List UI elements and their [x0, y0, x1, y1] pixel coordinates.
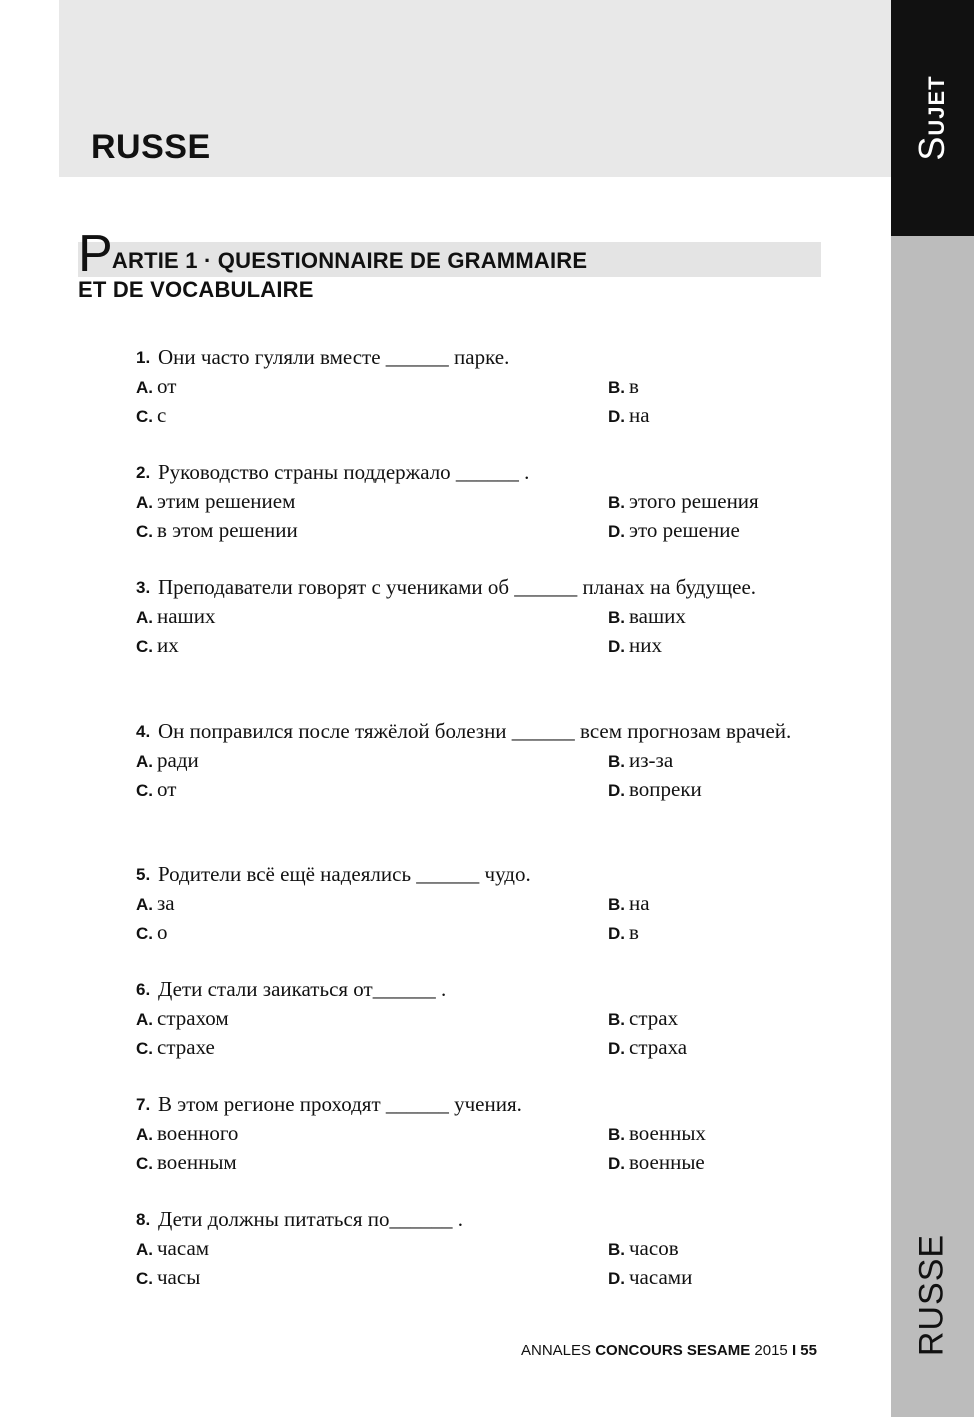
- page-footer: ANNALES CONCOURS SESAME 2015 I 55: [521, 1342, 817, 1359]
- side-label-russe: RUSSE: [912, 1233, 951, 1357]
- question-text: Дети должны питаться по______ .: [158, 1207, 463, 1231]
- question-text: Они часто гуляли вместе ______ парке.: [158, 345, 510, 369]
- page-title: RUSSE: [91, 128, 211, 166]
- page-number: 55: [796, 1342, 817, 1359]
- question-text: Руководство страны поддержало ______ .: [158, 460, 530, 484]
- question-number: 8.: [136, 1210, 151, 1229]
- question-number: 3.: [136, 578, 151, 597]
- question-text: Родители всё ещё надеялись ______ чудо.: [158, 862, 531, 886]
- question-text: Он поправился после тяжёлой болезни ______ всем прогнозам врачей.: [158, 719, 792, 743]
- question-number: 4.: [136, 722, 151, 741]
- option-c: C. военным: [136, 1150, 237, 1174]
- option-b: B. на: [608, 891, 650, 915]
- option-d: D. вопреки: [608, 777, 702, 801]
- option-c: C. о: [136, 920, 168, 944]
- question-number: 1.: [136, 348, 151, 367]
- option-a: A. этим решением: [136, 489, 296, 513]
- section-title-line1: ARTIE 1 · QUESTIONNAIRE DE GRAMMAIRE: [111, 248, 588, 273]
- option-d: D. страха: [608, 1035, 688, 1059]
- section-dropcap: P: [78, 225, 113, 283]
- option-c: C. часы: [136, 1265, 201, 1289]
- question-text: Преподаватели говорят с учениками об ______ планах на будущее.: [158, 575, 757, 599]
- option-a: A. военного: [136, 1121, 239, 1145]
- question-text: Дети стали заикаться от______ .: [158, 977, 447, 1001]
- question-7: [136, 1090, 816, 1177]
- option-d: D. военные: [608, 1150, 705, 1174]
- option-d: D. в: [608, 920, 639, 944]
- option-c: C. страхе: [136, 1035, 215, 1059]
- option-c: C. от: [136, 777, 177, 801]
- section-title-line2: ET DE VOCABULAIRE: [78, 277, 314, 302]
- question-5: [136, 860, 816, 947]
- option-d: D. них: [608, 633, 662, 657]
- question-number: 5.: [136, 865, 151, 884]
- option-b: B. часов: [608, 1236, 679, 1260]
- option-c: C. их: [136, 633, 179, 657]
- question-number: 6.: [136, 980, 151, 999]
- option-a: A. страхом: [136, 1006, 229, 1030]
- section-title: [78, 225, 588, 303]
- question-2: [136, 458, 816, 545]
- option-d: D. часами: [608, 1265, 693, 1289]
- question-3: [136, 573, 816, 660]
- option-a: A. за: [136, 891, 175, 915]
- option-b: B. из-за: [608, 748, 674, 772]
- option-c: C. с: [136, 403, 167, 427]
- question-8: [136, 1205, 816, 1292]
- option-b: B. ваших: [608, 604, 686, 628]
- option-a: A. часам: [136, 1236, 210, 1260]
- option-b: B. этого решения: [608, 489, 759, 513]
- option-a: A. от: [136, 374, 177, 398]
- option-a: A. наших: [136, 604, 216, 628]
- question-1: [136, 343, 816, 430]
- option-b: B. военных: [608, 1121, 706, 1145]
- option-d: D. это решение: [608, 518, 740, 542]
- option-b: B. страх: [608, 1006, 679, 1030]
- side-label-sujet: SUJET: [911, 75, 952, 161]
- option-c: C. в этом решении: [136, 518, 298, 542]
- question-text: В этом регионе проходят ______ учения.: [158, 1092, 522, 1116]
- option-a: A. ради: [136, 748, 199, 772]
- option-d: D. на: [608, 403, 650, 427]
- question-number: 7.: [136, 1095, 151, 1114]
- question-4: [136, 717, 816, 804]
- question-6: [136, 975, 816, 1062]
- option-b: B. в: [608, 374, 639, 398]
- question-number: 2.: [136, 463, 151, 482]
